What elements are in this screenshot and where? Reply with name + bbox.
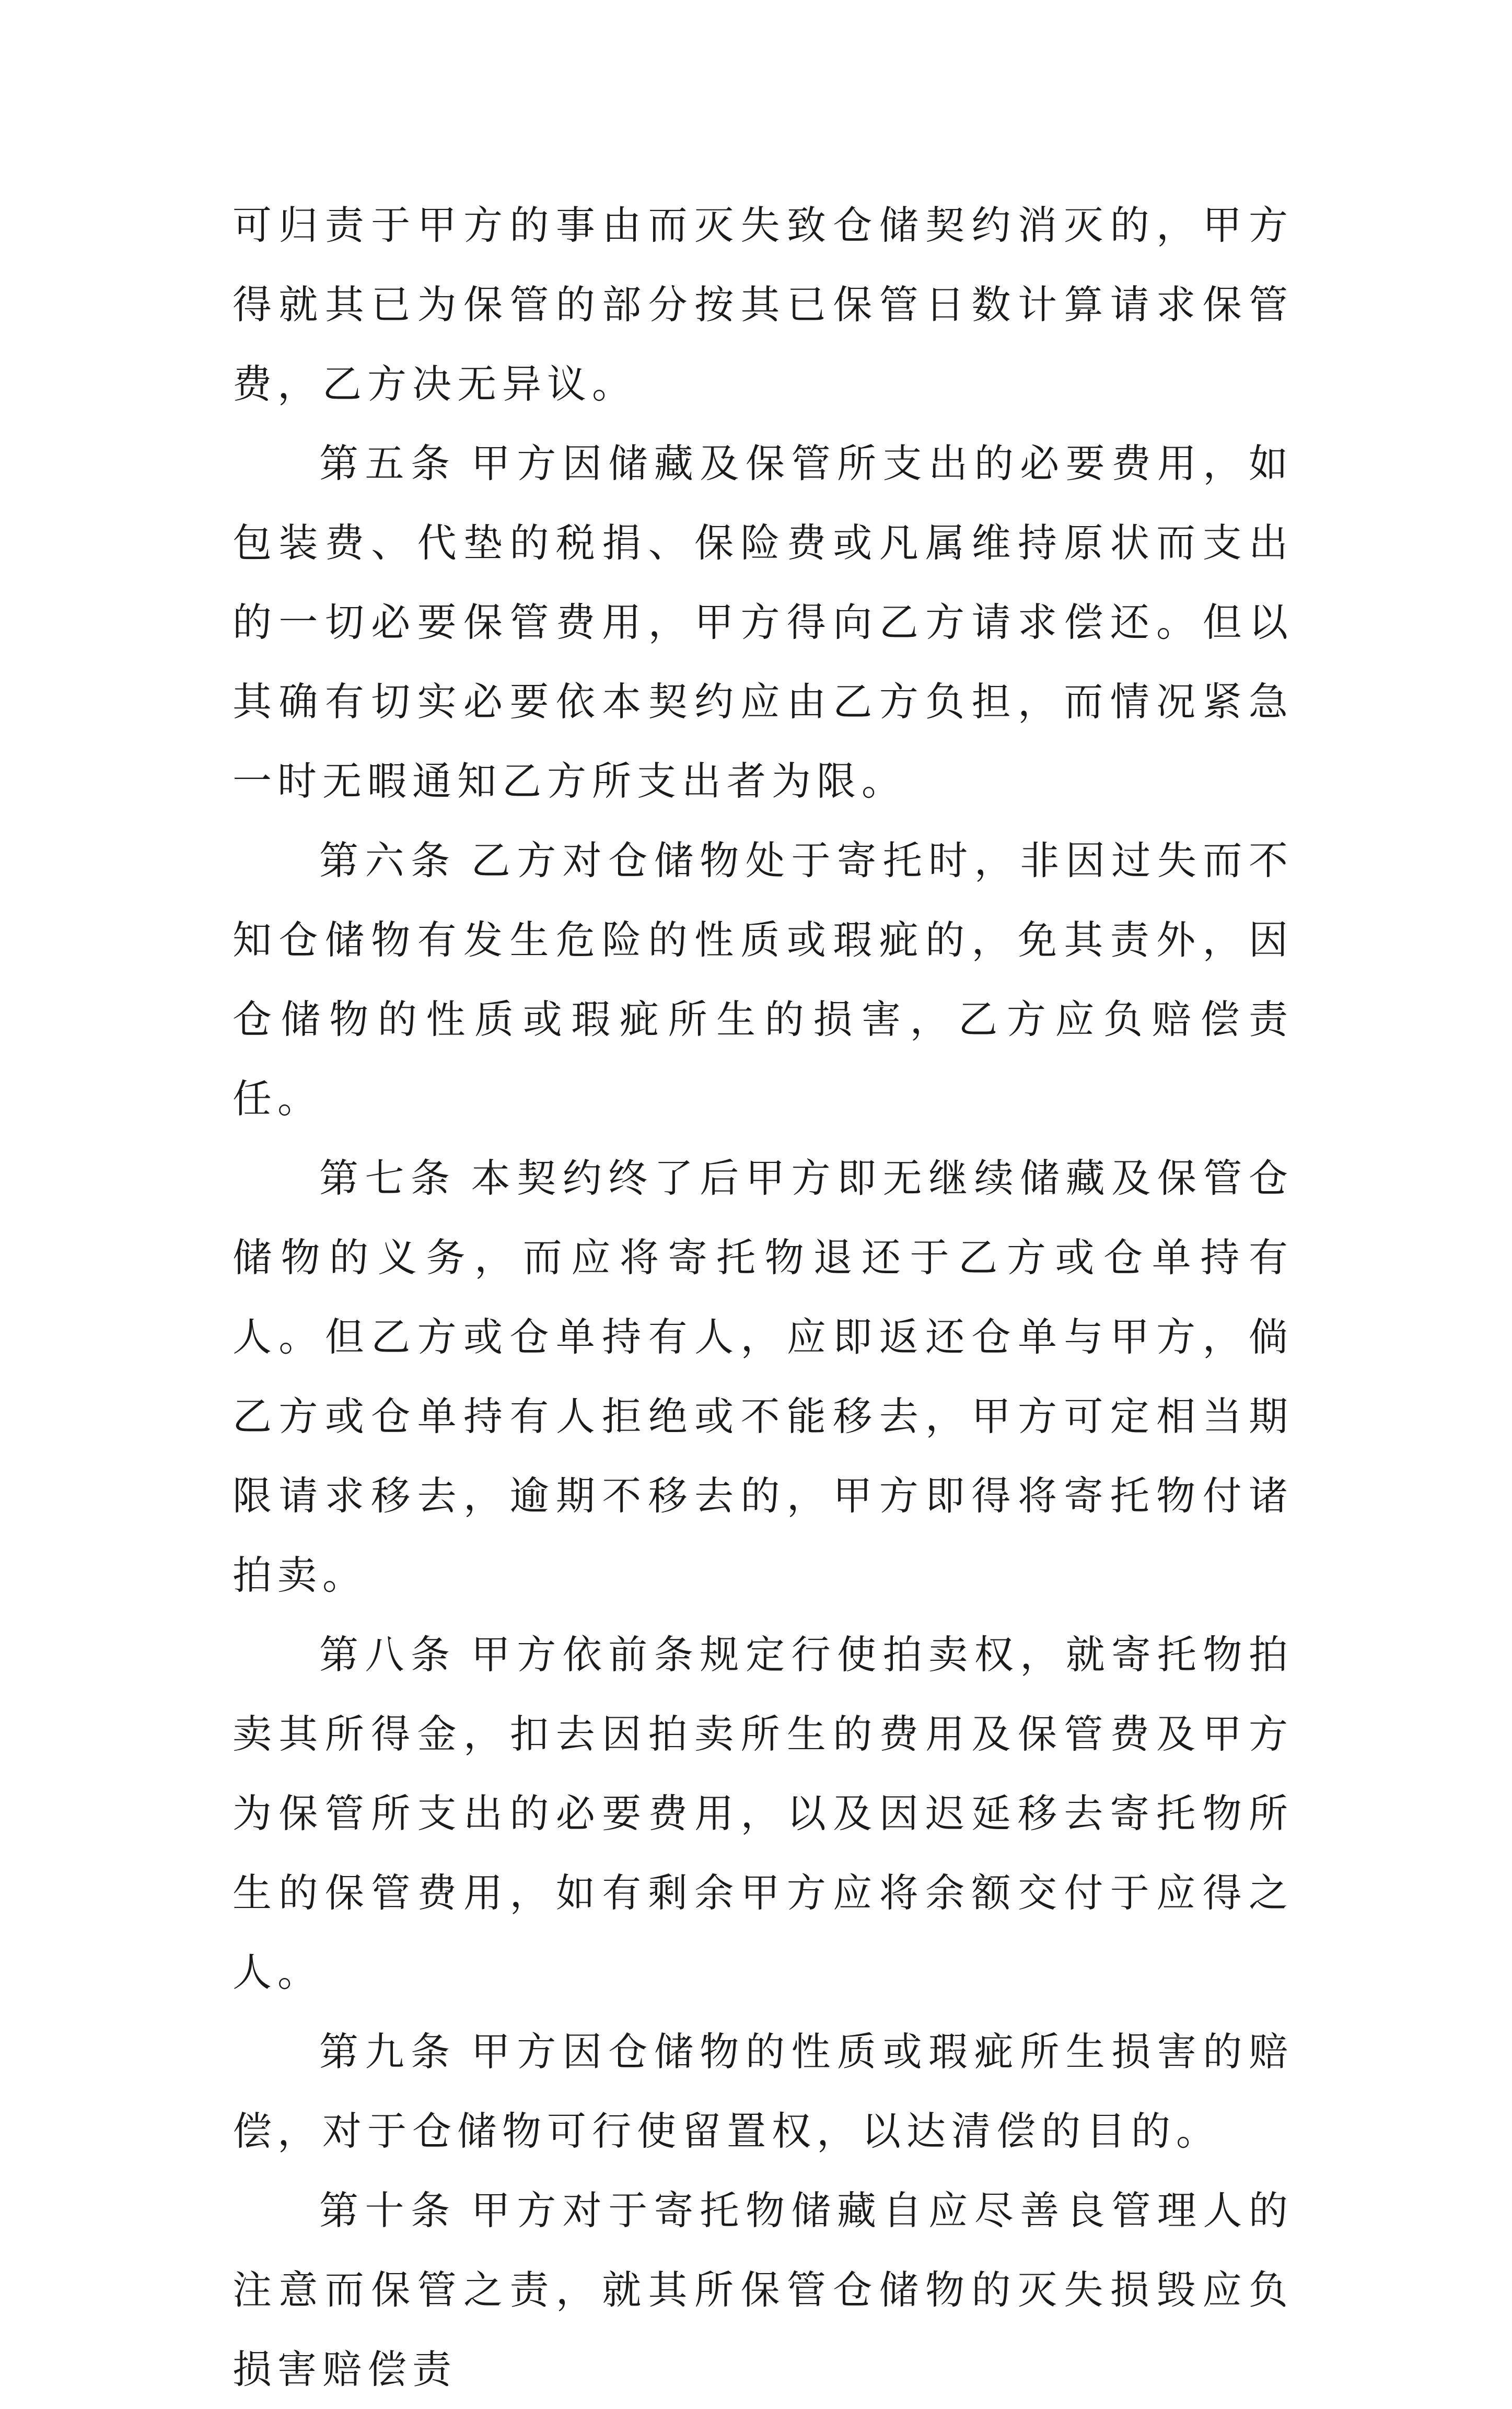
paragraph-text: 甲方因储藏及保管所支出的必要费用，如包装费、代垫的税捐、保险费或凡属维持原状而支出的一切必要保管费用，甲方得向乙方请求偿还。但以其确有切实必要依本契约应由乙方负担，而情况紧急一时无暇通知乙方所支出者为限。	[232, 440, 1294, 804]
paragraph-article-9	[232, 2012, 1294, 2171]
paragraph-text: 甲方对于寄托物储藏自应尽善良管理人的注意而保管之责，就其所保管仓储物的灭失损毁应负损害赔偿责	[232, 2187, 1294, 2392]
article-number: 第九条	[319, 2029, 457, 2075]
document-body	[232, 185, 1294, 2409]
paragraph-text: 甲方因仓储物的性质或瑕疵所生损害的赔偿，对于仓储物可行使留置权，以达清偿的目的。	[232, 2029, 1294, 2154]
paragraph-text: 可归责于甲方的事由而灭失致仓储契约消灭的，甲方得就其已为保管的部分按其已保管日数计算请求保管费，乙方决无异议。	[232, 202, 1294, 407]
article-number: 第五条	[319, 440, 457, 486]
paragraph-text: 甲方依前条规定行使拍卖权，就寄托物拍卖其所得金，扣去因拍卖所生的费用及保管费及甲方为保管所支出的必要费用，以及因迟延移去寄托物所生的保管费用，如有剩余甲方应将余额交付于应得之人。	[232, 1632, 1294, 1995]
paragraph-article-8	[232, 1615, 1294, 2012]
paragraph-article-10	[232, 2171, 1294, 2409]
paragraph-text: 本契约终了后甲方即无继续储藏及保管仓储物的义务，而应将寄托物退还于乙方或仓单持有人。但乙方或仓单持有人，应即返还仓单与甲方，倘乙方或仓单持有人拒绝或不能移去，甲方可定相当期限请求移去，逾期不移去的，甲方即得将寄托物付诸拍卖。	[232, 1155, 1294, 1598]
paragraph-article-5	[232, 424, 1294, 821]
article-number: 第七条	[319, 1155, 457, 1201]
paragraph-article-6	[232, 821, 1294, 1138]
paragraph-continued	[232, 185, 1294, 424]
paragraph-article-7	[232, 1138, 1294, 1615]
paragraph-text: 乙方对仓储物处于寄托时，非因过失而不知仓储物有发生危险的性质或瑕疵的，免其责外，因仓储物的性质或瑕疵所生的损害，乙方应负赔偿责任。	[232, 837, 1294, 1122]
article-number: 第十条	[319, 2187, 457, 2233]
article-number: 第六条	[319, 837, 457, 883]
article-number: 第八条	[319, 1632, 457, 1678]
